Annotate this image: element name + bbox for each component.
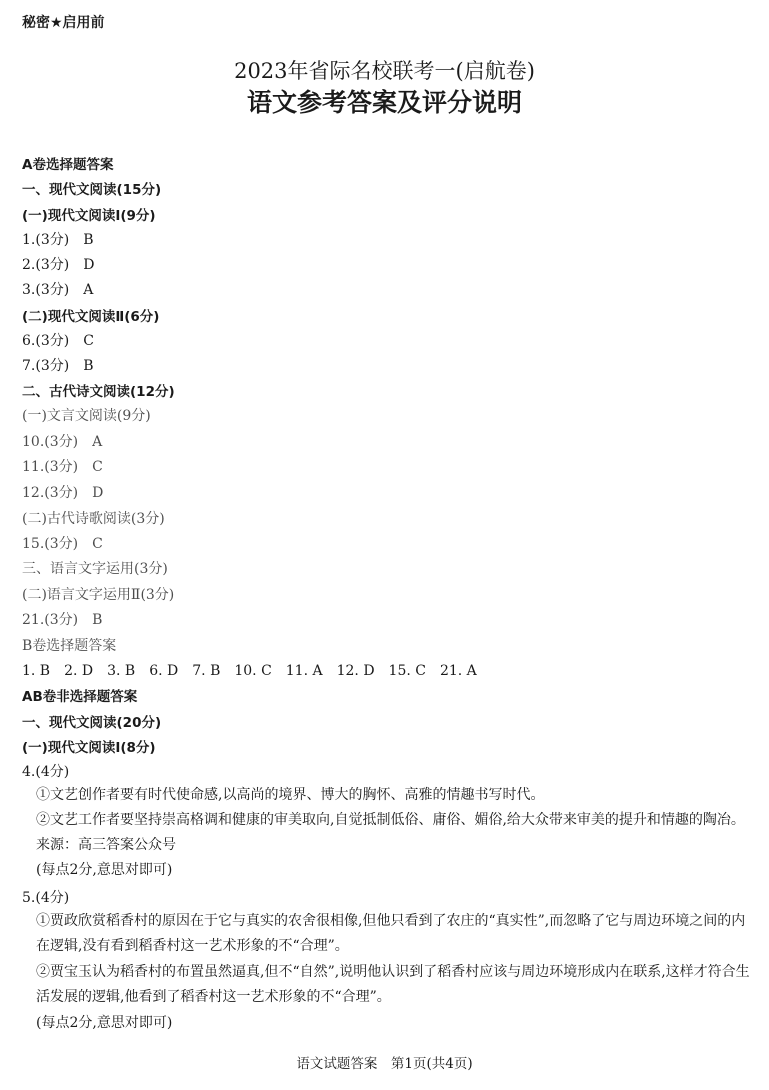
section-a-part1: 一、现代文阅读(15分): [22, 182, 162, 198]
answer-q15: 15.(3分) C: [22, 536, 103, 552]
section-a-sub2: (二)现代文阅读Ⅱ(6分): [22, 309, 160, 325]
q5-scoring-note: (每点2分,意思对即可): [36, 1015, 173, 1031]
section-a-heading: A卷选择题答案: [22, 157, 114, 173]
document-title: 语文参考答案及评分说明: [246, 88, 522, 117]
section-b-heading: B卷选择题答案: [22, 638, 117, 654]
question-5-heading: 5.(4分): [22, 890, 70, 906]
section-a-sub4: (二)古代诗歌阅读(3分): [22, 511, 165, 527]
section-a-part2: 二、古代诗文阅读(12分): [22, 384, 175, 400]
answer-q12: 12.(3分) D: [22, 485, 104, 501]
answer-q6: 6.(3分) C: [22, 333, 94, 349]
answer-q21: 21.(3分) B: [22, 612, 103, 628]
page-footer: 语文试题答案 第1页(共4页): [296, 1056, 473, 1072]
section-a-sub3: (一)文言文阅读(9分): [22, 408, 151, 424]
q5-point-1: ①贾政欣赏稻香村的原因在于它与真实的农舍很相像,但他只看到了农庄的“真实性”,而忽略了它与周边环境之间的内在逻辑,没有看到稻香村这一艺术形象的不“合理”。: [36, 913, 746, 954]
answer-q1: 1.(3分) B: [22, 232, 94, 248]
question-4-heading: 4.(4分): [22, 764, 70, 780]
answer-q2: 2.(3分) D: [22, 257, 95, 273]
section-a-sub5: (二)语言文字运用Ⅱ(3分): [22, 587, 175, 603]
q4-point-1: ①文艺创作者要有时代使命感,以高尚的境界、博大的胸怀、高雅的情趣书写时代。: [36, 787, 545, 803]
section-b-answers: 1. B 2. D 3. B 6. D 7. B 10. C 11. A 12. D 15. C 21. A: [22, 663, 477, 679]
section-ab-part1: 一、现代文阅读(20分): [22, 715, 162, 731]
q5-point-2: ②贾宝玉认为稻香村的布置虽然逼真,但不“自然”,说明他认识到了稻香村应该与周边环境形成内在联系,这样才符合生活发展的逻辑,他看到了稻香村这一艺术形象的不“合理”。: [36, 964, 750, 1005]
section-ab-sub1: (一)现代文阅读Ⅰ(8分): [22, 740, 156, 756]
q4-point-2: ②文艺工作者要坚持崇高格调和健康的审美取向,自觉抵制低俗、庸俗、媚俗,给大众带来审美的提升和情趣的陶冶。来源：高三答案公众号: [36, 812, 745, 853]
confidential-label: 秘密★启用前: [22, 15, 105, 31]
exam-title: 2023年省际名校联考一(启航卷): [234, 59, 535, 83]
answer-q3: 3.(3分) A: [22, 282, 94, 298]
section-a-sub1: (一)现代文阅读Ⅰ(9分): [22, 208, 156, 224]
section-a-part3: 三、语言文字运用(3分): [22, 561, 168, 577]
answer-q7: 7.(3分) B: [22, 358, 94, 374]
answer-q10: 10.(3分) A: [22, 434, 103, 450]
answer-q11: 11.(3分) C: [22, 459, 103, 475]
q4-scoring-note: (每点2分,意思对即可): [36, 862, 173, 878]
section-ab-heading: AB卷非选择题答案: [22, 689, 138, 705]
